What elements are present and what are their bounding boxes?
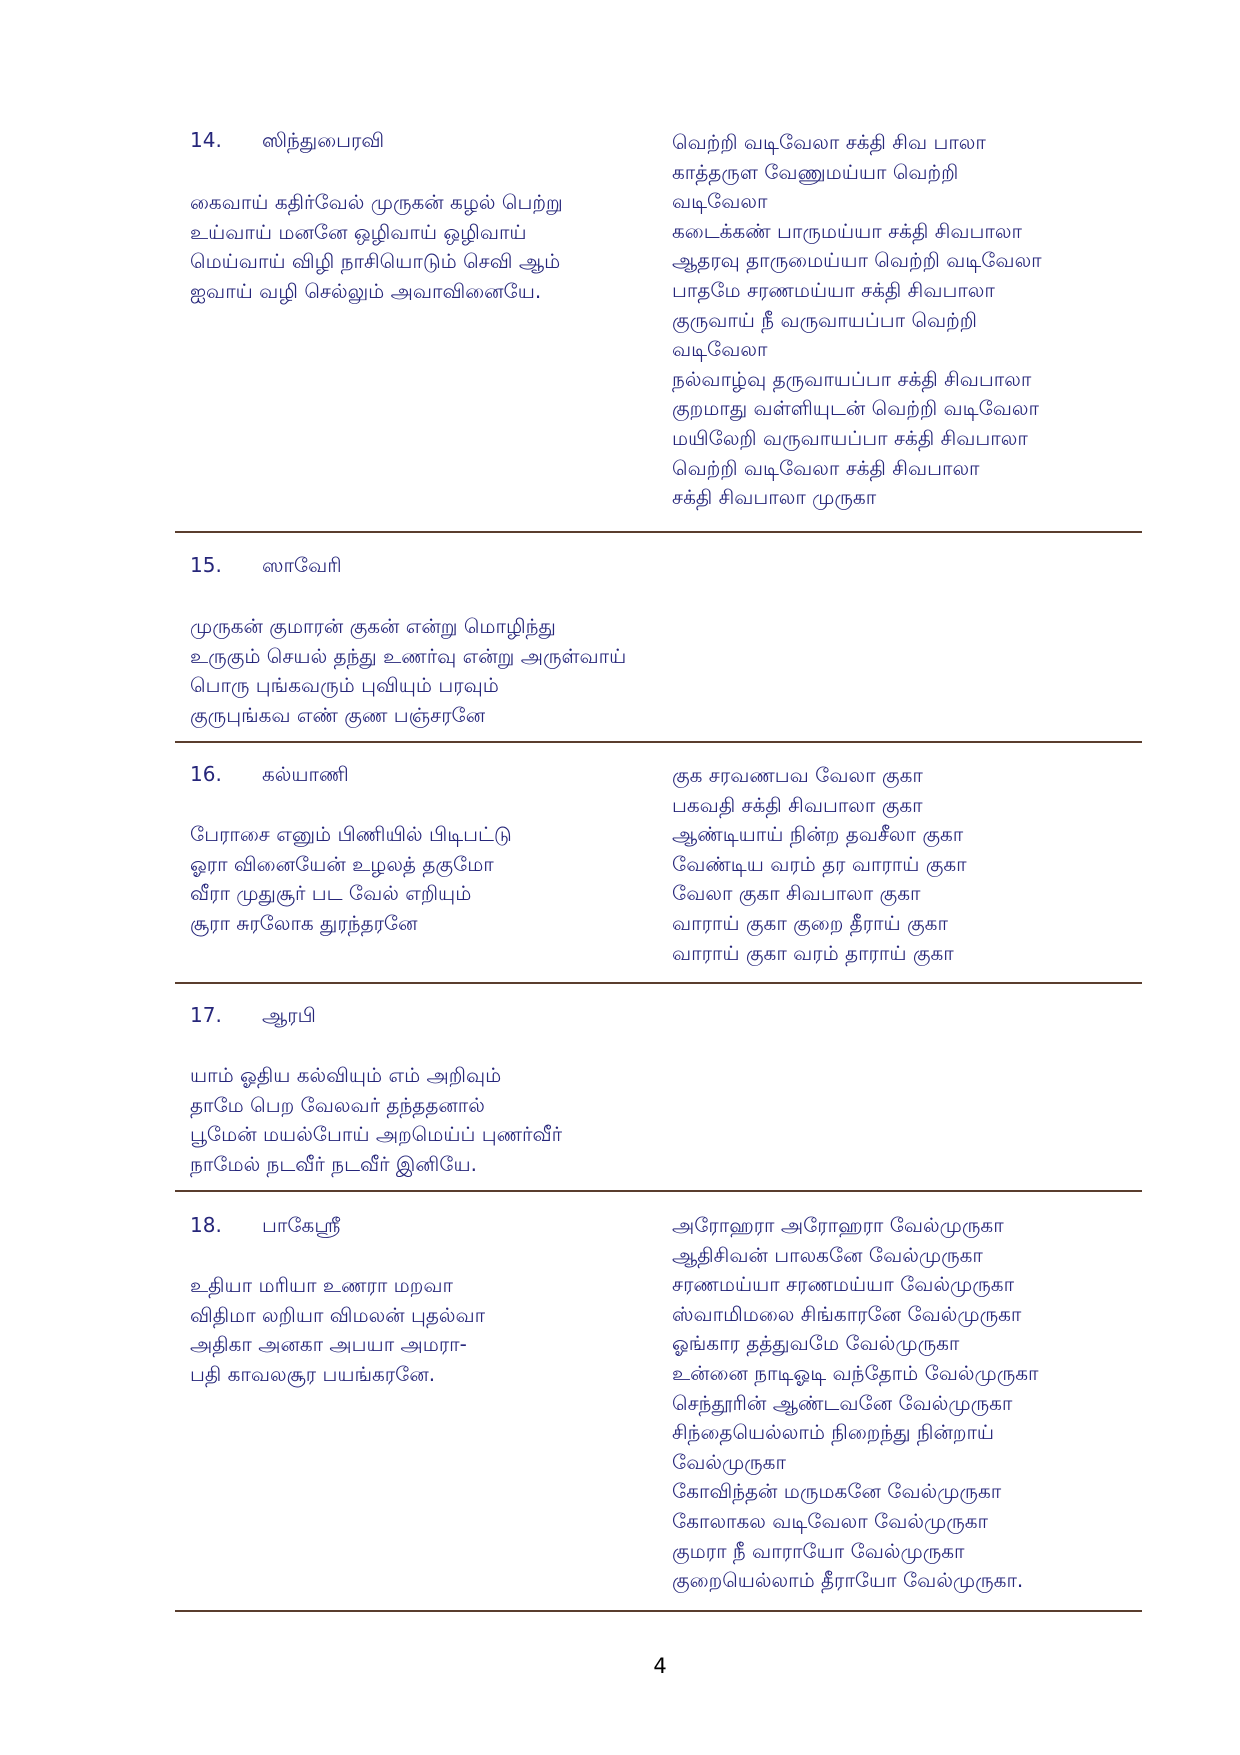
verse-line: விதிமா லறியா விமலன் புதல்வா <box>190 1302 486 1327</box>
chorus-line: சரணமய்யா சரணமய்யா வேல்முருகா <box>672 1272 1015 1297</box>
verse-line: உதியா மரியா உணரா மறவா <box>190 1273 453 1297</box>
verse-line: தாமே பெற வேலவர் தந்ததனால் <box>190 1092 485 1117</box>
section-number: 16. <box>190 762 222 786</box>
chorus-line: வேலா குகா சிவபாலா குகா <box>672 881 921 906</box>
verse-line: மெய்வாய் விழி நாசியொடும் செவி ஆம் <box>190 249 561 274</box>
verse-line: ஓரா வினையேன் உழலத் தகுமோ <box>190 851 494 876</box>
raga-title: ஆரபி <box>262 1003 316 1027</box>
chorus-line: கோலாகல வடிவேலா வேல்முருகா <box>672 1508 988 1533</box>
verse-line: உய்வாய் மனனே ஒழிவாய் ஒழிவாய் <box>190 219 527 244</box>
section-number: 17. <box>190 1003 222 1027</box>
chorus-line: வாராய் குகா வரம் தாராய் குகா <box>672 940 954 965</box>
chorus <box>672 761 967 968</box>
section-divider <box>175 531 1142 533</box>
verse <box>190 1271 485 1389</box>
verse-line: பேராசை எனும் பிணியில் பிடிபட்டு <box>190 822 512 846</box>
verse-line: யாம் ஓதிய கல்வியும் எம் அறிவும் <box>190 1063 502 1087</box>
verse-line: ஐவாய் வழி செல்லும் அவாவினையே. <box>190 278 542 303</box>
chorus-line: ஓங்கார தத்துவமே வேல்முருகா <box>672 1331 960 1356</box>
chorus-line: வடிவேலா <box>672 337 768 362</box>
chorus-line: செந்தூரின் ஆண்டவனே வேல்முருகா <box>672 1390 1013 1415</box>
raga-title: பாகேஸ்ரீ <box>262 1213 341 1237</box>
verse-line: நாமேல் நடவீர் நடவீர் இனியே. <box>190 1151 478 1176</box>
chorus-line: பகவதி சக்தி சிவபாலா குகா <box>672 792 923 817</box>
verse-line: சூரா சுரலோக துரந்தரனே <box>190 910 418 935</box>
section-divider <box>175 741 1142 743</box>
verse-line: அதிகா அனகா அபயா அமரா- <box>190 1332 467 1357</box>
chorus-line: கடைக்கண் பாருமய்யா சக்தி சிவபாலா <box>672 218 1022 243</box>
section-number: 14. <box>190 128 222 152</box>
chorus-line: ஆதரவு தாருமைய்யா வெற்றி வடிவேலா <box>672 248 1042 273</box>
section-number: 18. <box>190 1213 222 1237</box>
verse <box>190 612 626 730</box>
chorus-line: சிந்தையெல்லாம் நிறைந்து நின்றாய் <box>672 1420 995 1445</box>
section-number: 15. <box>190 553 222 577</box>
chorus-line: வடிவேலா <box>672 189 768 214</box>
chorus-line: மயிலேறி வருவாயப்பா சக்தி சிவபாலா <box>672 425 1028 450</box>
verse-line: பூமேன் மயல்போய் அறமெய்ப் புணர்வீர் <box>190 1122 563 1147</box>
chorus-line: வெற்றி வடிவேலா சக்தி சிவபாலா <box>672 455 980 480</box>
page-number: 4 <box>653 1654 667 1678</box>
raga-title: ஸாவேரி <box>262 553 342 577</box>
verse-line: வீரா முதுசூர் பட வேல் எறியும் <box>190 881 472 906</box>
chorus-line: வாராய் குகா குறை தீராய் குகா <box>672 910 948 935</box>
chorus-line: சக்தி சிவபாலா முருகா <box>672 485 877 510</box>
verse-line: பொரு புங்கவரும் புவியும் பரவும் <box>190 673 499 698</box>
verse-line: பதி காவலசூர பயங்கரனே. <box>190 1361 436 1386</box>
chorus-line: பாதமே சரணமய்யா சக்தி சிவபாலா <box>672 277 995 302</box>
chorus <box>672 1211 1039 1596</box>
chorus-line: குமரா நீ வாராயோ வேல்முருகா <box>672 1538 965 1563</box>
verse-line: உருகும் செயல் தந்து உணர்வு என்று அருள்வாய் <box>190 643 627 668</box>
verse <box>190 820 512 938</box>
chorus-line: வேண்டிய வரம் தர வாராய் குகா <box>672 851 967 876</box>
chorus-line: குறமாது வள்ளியுடன் வெற்றி வடிவேலா <box>672 396 1039 421</box>
chorus-line: குக சரவணபவ வேலா குகா <box>672 763 923 787</box>
chorus-line: வேல்முருகா <box>672 1449 786 1474</box>
chorus-line: ஸ்வாமிமலை சிங்காரனே வேல்முருகா <box>672 1301 1022 1326</box>
raga-title: ஸிந்துபைரவி <box>262 128 385 152</box>
chorus-line: ஆதிசிவன் பாலகனே வேல்முருகா <box>672 1242 983 1267</box>
verse-line: குருபுங்கவ எண் குண பஞ்சரனே <box>190 702 486 727</box>
verse-line: கைவாய் கதிர்வேல் முருகன் கழல் பெற்று <box>190 190 563 214</box>
chorus-line: நல்வாழ்வு தருவாயப்பா சக்தி சிவபாலா <box>672 366 1032 391</box>
chorus-line: குறையெல்லாம் தீராயோ வேல்முருகா. <box>672 1568 1024 1593</box>
chorus-line: கோவிந்தன் மருமகனே வேல்முருகா <box>672 1479 1002 1504</box>
chorus-line: வெற்றி வடிவேலா சக்தி சிவ பாலா <box>672 130 986 154</box>
section-divider <box>175 1610 1142 1612</box>
chorus-line: காத்தருள வேணுமய்யா வெற்றி <box>672 159 959 184</box>
chorus-line: குருவாய் நீ வருவாயப்பா வெற்றி <box>672 307 977 332</box>
chorus-line: ஆண்டியாய் நின்ற தவசீலா குகா <box>672 822 964 847</box>
verse-line: முருகன் குமாரன் குகன் என்று மொழிந்து <box>190 614 556 638</box>
raga-title: கல்யாணி <box>262 762 349 786</box>
verse <box>190 188 563 306</box>
section-divider <box>175 1190 1142 1192</box>
chorus <box>672 128 1042 513</box>
section-divider <box>175 982 1142 984</box>
chorus-line: அரோஹரா அரோஹரா வேல்முருகா <box>672 1213 1004 1237</box>
verse <box>190 1061 562 1179</box>
chorus-line: உன்னை நாடிஓடி வந்தோம் வேல்முருகா <box>672 1360 1039 1385</box>
